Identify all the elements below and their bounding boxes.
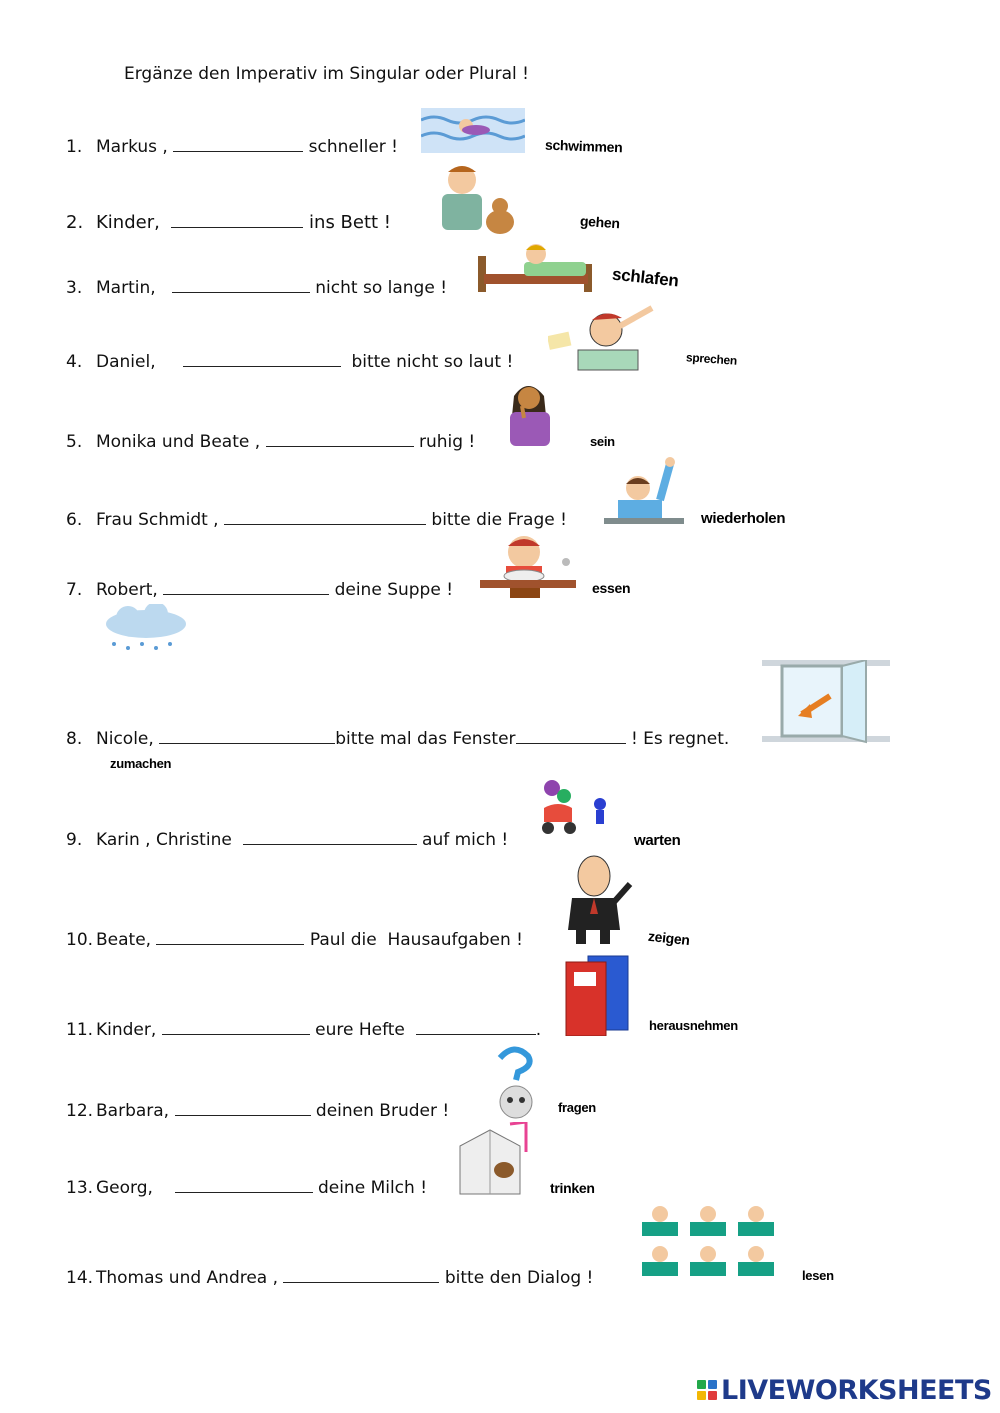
quiet-girl-image: [502, 376, 556, 448]
logo-icon: [697, 1380, 717, 1400]
question-mark-figure-image: [482, 1044, 548, 1120]
folders-image: [564, 954, 632, 1036]
question-10: 10. Beate, Paul die Hausaufgaben !: [66, 930, 523, 950]
question-14: 14. Thomas und Andrea , bitte den Dialog !: [66, 1268, 594, 1288]
answer-blank-12[interactable]: [175, 1101, 311, 1116]
answer-blank-7[interactable]: [163, 580, 329, 595]
question-13: 13. Georg, deine Milch !: [66, 1178, 428, 1198]
shouting-man-image: [548, 304, 670, 372]
verb-hint-13: trinken: [550, 1180, 595, 1196]
verb-hint-9: warten: [634, 832, 681, 849]
liveworksheets-logo: [697, 1373, 992, 1407]
answer-blank-3[interactable]: [172, 278, 310, 293]
answer-blank-13[interactable]: [175, 1178, 313, 1193]
verb-hint-14: lesen: [802, 1268, 834, 1283]
question-4: 4. Daniel, bitte nicht so laut !: [66, 352, 514, 372]
question-11: 11. Kinder, eure Hefte .: [66, 1020, 542, 1040]
verb-hint-8: zumachen: [110, 756, 172, 771]
answer-blank-5[interactable]: [266, 432, 414, 447]
question-8: 8. Nicole, bitte mal das Fenster ! Es regnet.: [66, 729, 730, 749]
answer-blank-1[interactable]: [173, 137, 303, 152]
swimming-image: [421, 108, 525, 153]
verb-hint-7: essen: [592, 580, 631, 596]
milk-carton-image: [450, 1122, 540, 1198]
question-12: 12. Barbara, deinen Bruder !: [66, 1101, 450, 1121]
pointing-man-image: [554, 854, 638, 948]
question-5: 5. Monika und Beate , ruhig !: [66, 432, 476, 452]
worksheet-title: Ergänze den Imperativ im Singular oder Plural !: [124, 64, 529, 84]
answer-blank-8a[interactable]: [159, 729, 335, 744]
answer-blank-10[interactable]: [156, 930, 304, 945]
question-7: 7. Robert, deine Suppe !: [66, 580, 454, 600]
verb-hint-1: schwimmen: [544, 136, 623, 156]
answer-blank-9[interactable]: [243, 830, 417, 845]
answer-blank-2[interactable]: [171, 213, 303, 228]
answer-blank-11b[interactable]: [416, 1020, 536, 1035]
answer-blank-14[interactable]: [283, 1268, 439, 1283]
answer-blank-4[interactable]: [183, 352, 341, 367]
pupil-raising-hand-image: [604, 454, 684, 526]
window-image: [762, 660, 890, 744]
sleeping-bed-image: [474, 236, 598, 298]
verb-hint-11: herausnehmen: [649, 1018, 738, 1033]
verb-hint-10: zeigen: [647, 927, 691, 949]
question-1: 1. Markus , schneller !: [66, 137, 398, 157]
question-9: 9. Karin , Christine auf mich !: [66, 830, 509, 850]
verb-hint-12: fragen: [558, 1100, 596, 1115]
child-pajamas-image: [420, 162, 524, 240]
scooter-figures-image: [538, 778, 618, 840]
brand-name: LIVEWORKSHEETS: [721, 1374, 992, 1406]
verb-hint-6: wiederholen: [701, 510, 786, 527]
answer-blank-6[interactable]: [224, 510, 426, 525]
verb-hint-4: sprechen: [685, 350, 738, 368]
verb-hint-2: gehen: [579, 212, 621, 232]
answer-blank-11a[interactable]: [162, 1020, 310, 1035]
question-3: 3. Martin, nicht so lange !: [66, 278, 448, 298]
rain-cloud-image: [98, 604, 194, 654]
reading-children-image: [636, 1202, 784, 1282]
boy-eating-soup-image: [480, 532, 580, 598]
question-6: 6. Frau Schmidt , bitte die Frage !: [66, 510, 567, 530]
answer-blank-8b[interactable]: [516, 729, 626, 744]
verb-hint-5: sein: [590, 434, 615, 449]
question-2: 2. Kinder, ins Bett !: [66, 212, 392, 233]
verb-hint-3: schlafen: [611, 264, 680, 291]
